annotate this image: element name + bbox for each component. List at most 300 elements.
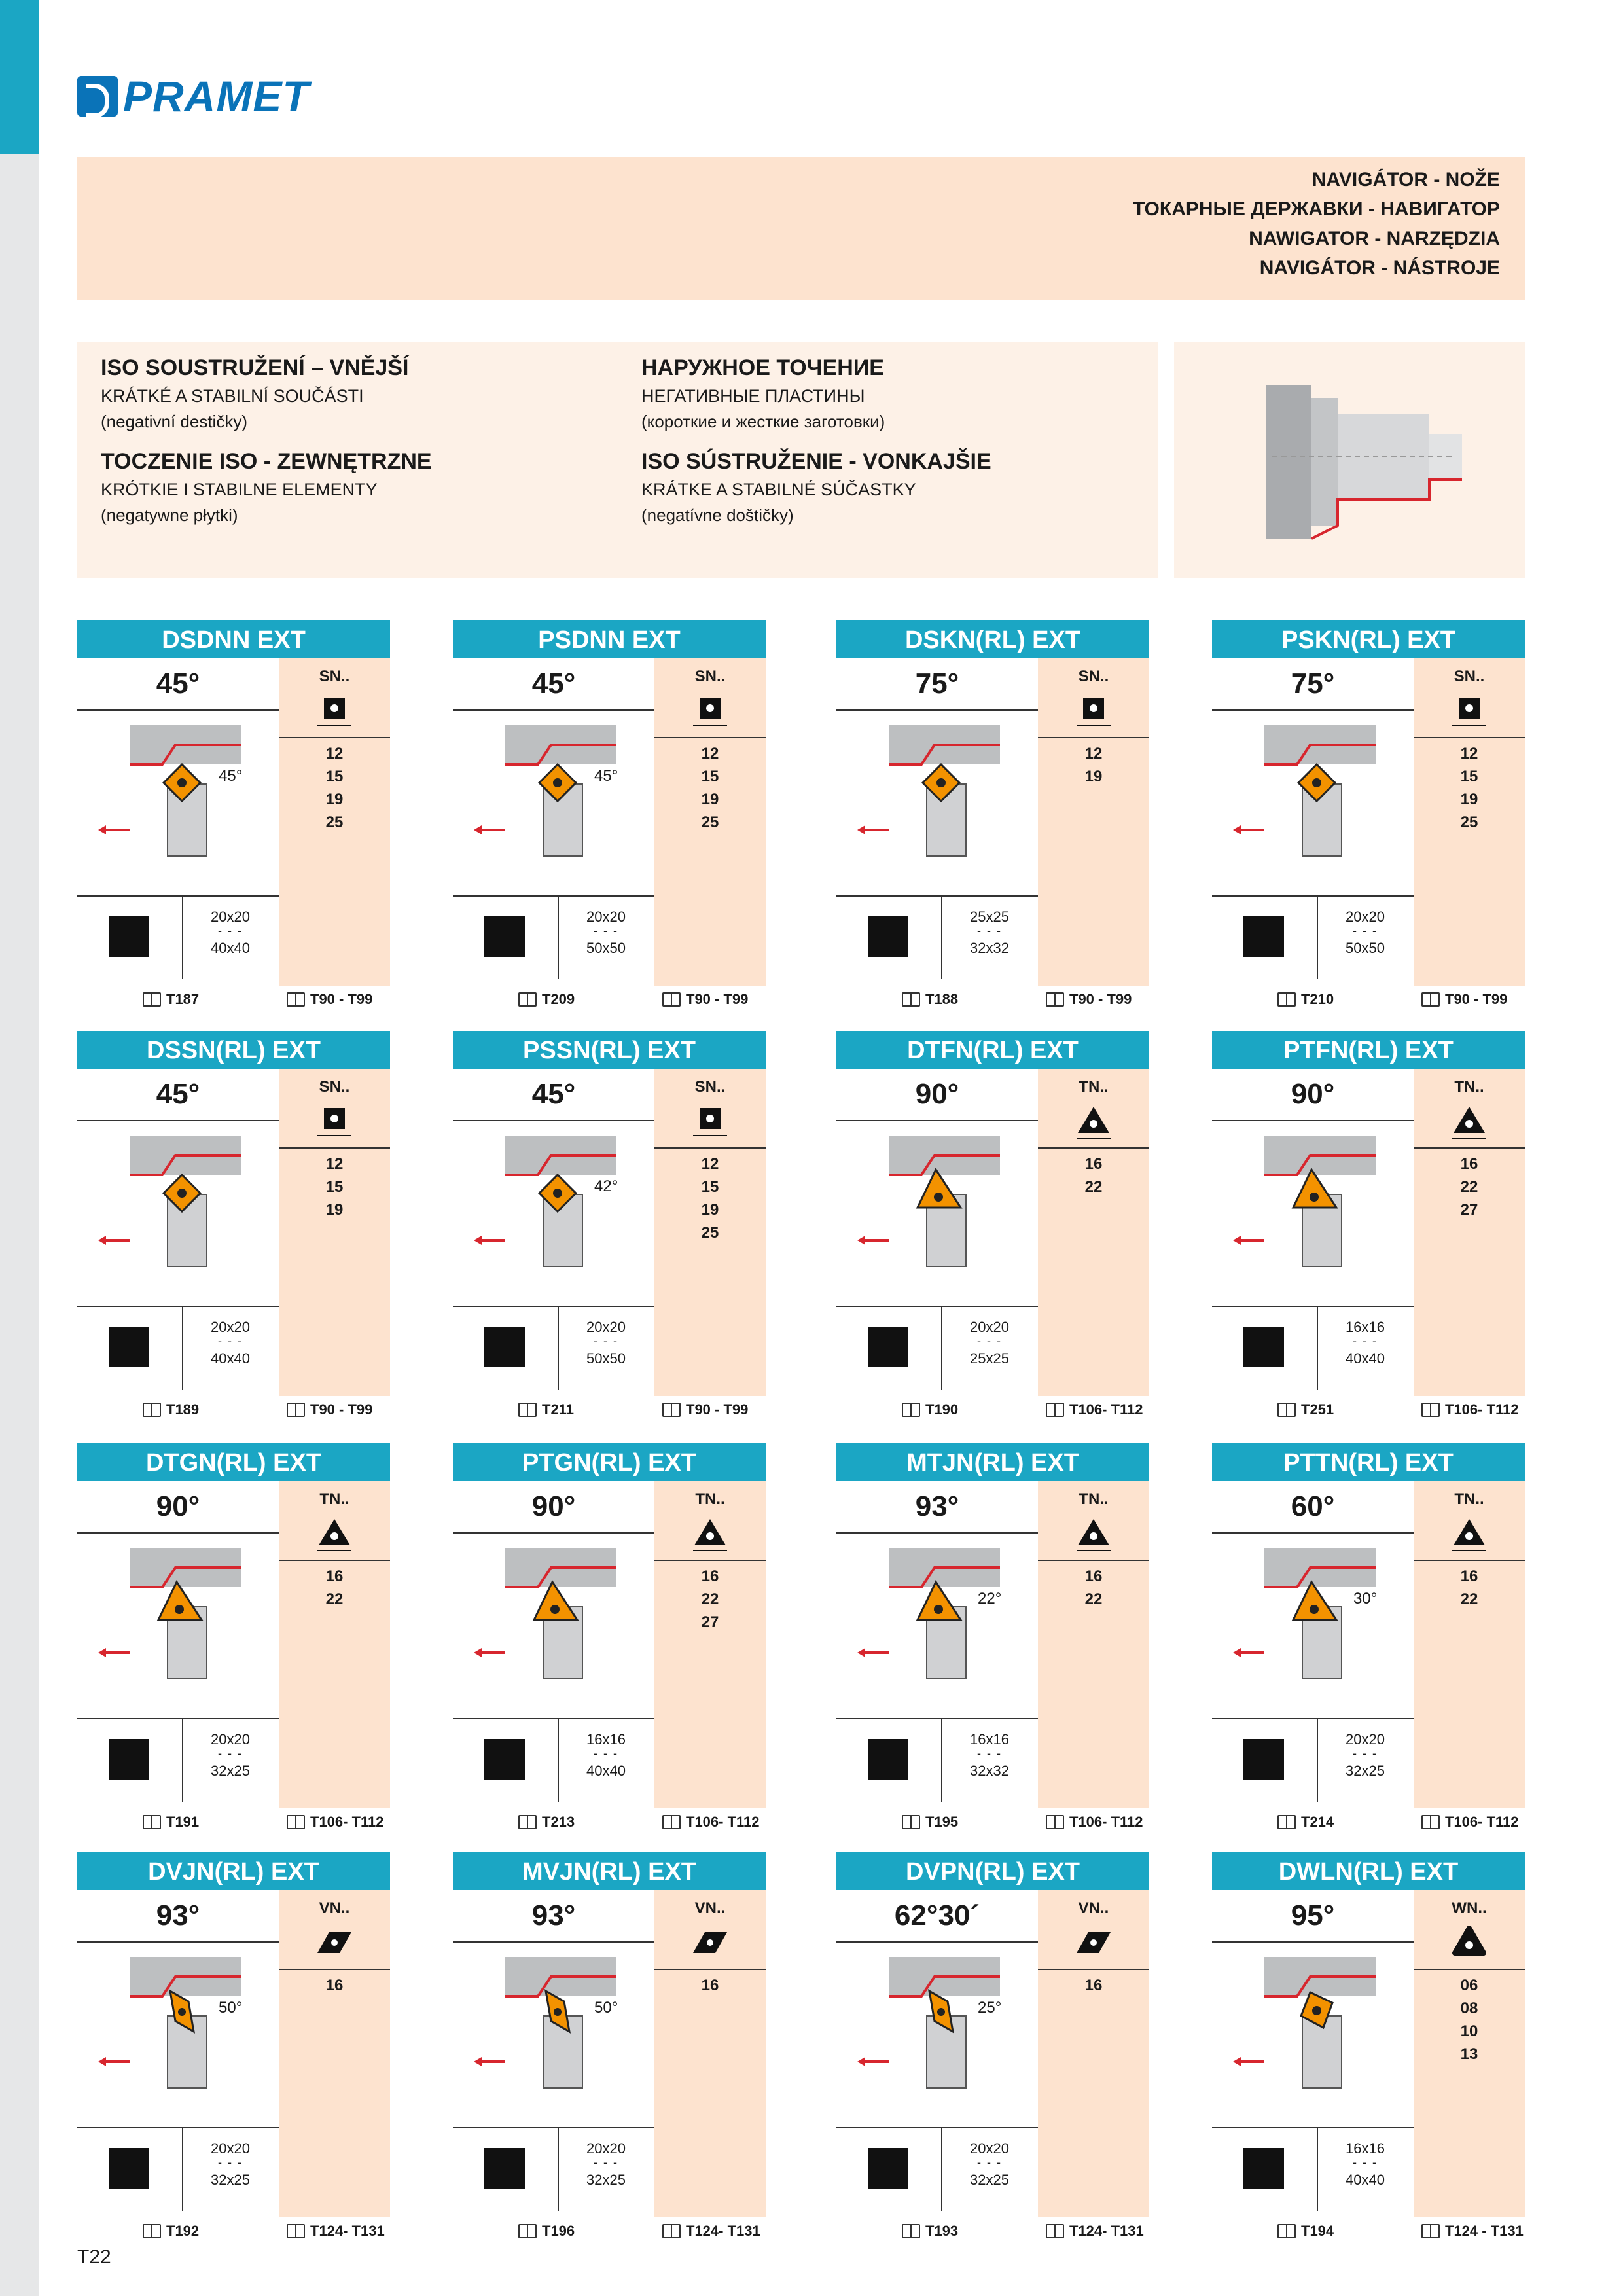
divider — [1038, 1147, 1149, 1149]
book-icon — [1277, 2224, 1296, 2238]
divider — [1212, 2127, 1414, 2128]
shank-size-separator: - - - — [594, 924, 618, 937]
cutting-angle-label: 30° — [1353, 1590, 1378, 1607]
insert-shape-icon — [315, 691, 354, 730]
insert-ref-link[interactable] — [662, 1399, 748, 1421]
book-icon — [1046, 1403, 1064, 1417]
shank-section-icon — [1243, 916, 1284, 957]
insert-size: 22 — [1084, 1590, 1103, 1608]
book-icon — [1421, 992, 1440, 1007]
insert-ref-text: T106- T112 — [1445, 1401, 1519, 1418]
divider — [836, 1941, 1038, 1943]
insert-shape-icon — [690, 1514, 730, 1553]
insert-ref-link[interactable] — [287, 1399, 372, 1421]
insert-panel — [279, 1069, 390, 1396]
insert-size: 12 — [701, 1155, 719, 1173]
book-icon — [1421, 1815, 1440, 1829]
shank-size-max: 32x25 — [970, 2172, 1009, 2188]
insert-ref-link[interactable] — [662, 988, 748, 1011]
tool-title: PTFN(RL) EXT — [1212, 1031, 1525, 1069]
shank-size-separator: - - - — [594, 1335, 618, 1348]
shank-size-max: 32x25 — [586, 2172, 626, 2188]
intro-panel — [77, 342, 1158, 578]
insert-type: SN.. — [319, 1078, 350, 1096]
header-banner — [77, 157, 1525, 300]
approach-angle: 90° — [156, 1490, 200, 1522]
approach-angle: 93° — [156, 1899, 200, 1931]
insert-ref-link[interactable] — [1421, 988, 1507, 1011]
insert-shape-icon — [315, 1514, 354, 1553]
cutting-angle-label: 42° — [594, 1177, 618, 1195]
insert-ref-link[interactable] — [1046, 1399, 1143, 1421]
divider — [654, 1969, 766, 1970]
book-icon — [143, 2224, 161, 2238]
divider — [453, 895, 654, 897]
catalog-ref-link[interactable] — [1277, 1811, 1334, 1833]
divider — [1038, 1969, 1149, 1970]
catalog-ref-link[interactable] — [518, 988, 575, 1011]
divider — [279, 1969, 390, 1970]
divider — [836, 1532, 1038, 1534]
insert-size: 15 — [701, 1178, 719, 1196]
insert-ref-link[interactable] — [1046, 2220, 1144, 2242]
divider — [453, 1120, 654, 1121]
insert-size: 22 — [1084, 1178, 1103, 1196]
catalog-ref-text: T187 — [166, 991, 200, 1007]
shank-size-max: 32x25 — [211, 2172, 250, 2188]
insert-size: 15 — [325, 1178, 344, 1196]
insert-panel — [1038, 1890, 1149, 2217]
divider — [279, 1560, 390, 1561]
catalog-ref-link[interactable] — [518, 1811, 575, 1833]
shank-size-max: 50x50 — [586, 940, 626, 956]
intro-heading: TOCZENIE ISO - ZEWNĘTRZNE — [101, 449, 432, 474]
book-icon — [902, 1815, 920, 1829]
toolholder-illustration — [466, 719, 649, 863]
toolholder-illustration — [466, 1541, 649, 1685]
catalog-ref-link[interactable] — [1277, 1399, 1334, 1421]
workpiece-icon — [1174, 342, 1525, 578]
approach-angle: 60° — [1291, 1490, 1335, 1522]
insert-size: 16 — [1460, 1155, 1478, 1173]
cutting-angle-label: 50° — [219, 1999, 243, 2017]
shank-size-separator: - - - — [594, 1747, 618, 1760]
toolholder-illustration — [1225, 719, 1408, 863]
tool-card — [1212, 620, 1525, 1014]
insert-type: TN.. — [695, 1490, 725, 1508]
toolholder-illustration — [90, 1129, 274, 1273]
catalog-ref-link[interactable] — [143, 988, 199, 1011]
intro-heading: ISO SÚSTRUŽENIE - VONKAJŠIE — [641, 449, 991, 474]
insert-sizes — [654, 1153, 766, 1244]
divider — [453, 1718, 654, 1719]
shank-size-max: 32x25 — [1346, 1763, 1385, 1779]
toolholder-illustration — [466, 1129, 649, 1273]
shank-size-min: 16x16 — [970, 1731, 1009, 1748]
insert-ref-text: T124- T131 — [1069, 2223, 1144, 2239]
insert-shape-icon — [690, 691, 730, 730]
insert-type: TN.. — [1079, 1490, 1109, 1508]
book-icon — [662, 2224, 681, 2238]
insert-ref-link[interactable] — [1046, 988, 1132, 1011]
tool-card — [1212, 1443, 1525, 1837]
insert-panel — [1414, 1890, 1525, 2217]
insert-panel — [279, 1481, 390, 1808]
shank-size-separator: - - - — [1353, 2156, 1378, 2169]
tool-card — [1212, 1852, 1525, 2246]
insert-panel — [1414, 1069, 1525, 1396]
catalog-ref-text: T195 — [925, 1814, 959, 1830]
divider — [1414, 737, 1525, 738]
catalog-ref-link[interactable] — [143, 1399, 199, 1421]
catalog-ref-link[interactable] — [143, 2220, 199, 2242]
insert-sizes — [654, 742, 766, 834]
insert-sizes — [279, 1565, 390, 1611]
insert-size: 12 — [325, 1155, 344, 1173]
shank-section-icon — [484, 916, 525, 957]
catalog-ref-link[interactable] — [1277, 2220, 1334, 2242]
book-icon — [143, 992, 161, 1007]
tool-title: PSKN(RL) EXT — [1212, 620, 1525, 658]
insert-size: 25 — [325, 814, 344, 831]
divider — [1414, 1969, 1525, 1970]
catalog-ref-link[interactable] — [518, 1399, 574, 1421]
insert-ref-text: T124- T131 — [310, 2223, 385, 2239]
catalog-ref-text: T188 — [925, 991, 959, 1007]
catalog-ref-text: T211 — [542, 1401, 574, 1418]
insert-type: VN.. — [694, 1899, 726, 1917]
approach-angle: 45° — [531, 1078, 576, 1110]
intro-sub: KRÓTKIE I STABILNE ELEMENTY — [101, 480, 378, 499]
insert-size: 19 — [701, 1201, 719, 1219]
shank-size-max: 40x40 — [1346, 2172, 1385, 2188]
shank-size-separator: - - - — [977, 1747, 1002, 1760]
tool-title: DVPN(RL) EXT — [836, 1852, 1149, 1890]
divider — [279, 1147, 390, 1149]
catalog-ref-text: T210 — [1301, 991, 1334, 1007]
insert-ref-text: T90 - T99 — [310, 1401, 373, 1418]
book-icon — [143, 1815, 161, 1829]
insert-type: SN.. — [1454, 668, 1485, 685]
insert-ref-link[interactable] — [287, 2220, 385, 2242]
catalog-ref-link[interactable] — [902, 988, 958, 1011]
shank-size-min: 20x20 — [211, 1731, 250, 1748]
divider — [836, 1718, 1038, 1719]
divider — [453, 2127, 654, 2128]
catalog-ref-link[interactable] — [143, 1811, 199, 1833]
cutting-angle-label: 22° — [978, 1590, 1002, 1607]
tool-card — [453, 620, 766, 1014]
divider — [453, 1941, 654, 1943]
insert-shape-icon — [1450, 691, 1489, 730]
insert-ref-text: T90 - T99 — [686, 991, 749, 1007]
approach-angle: 62°30´ — [894, 1899, 980, 1931]
book-icon — [902, 1403, 920, 1417]
tool-title: PSDNN EXT — [453, 620, 766, 658]
brand-name: PRAMET — [123, 72, 310, 120]
toolholder-illustration — [849, 719, 1033, 863]
insert-sizes — [1414, 742, 1525, 834]
approach-angle: 75° — [1291, 668, 1335, 700]
insert-sizes — [1038, 1153, 1149, 1198]
insert-ref-link[interactable] — [287, 1811, 384, 1833]
insert-ref-text: T90 - T99 — [1445, 991, 1508, 1007]
intro-sub: KRÁTKE A STABILNÉ SÚČASTKY — [641, 480, 916, 499]
header-line: NAWIGATOR - NARZĘDZIA — [1249, 228, 1500, 249]
shank-size-min: 20x20 — [586, 2140, 626, 2157]
shank-size-min: 16x16 — [1346, 2140, 1385, 2157]
shank-section-icon — [484, 1739, 525, 1780]
shank-size-min: 20x20 — [211, 1319, 250, 1335]
catalog-ref-link[interactable] — [902, 1399, 958, 1421]
insert-type: TN.. — [1454, 1490, 1484, 1508]
catalog-ref-link[interactable] — [902, 2220, 958, 2242]
book-icon — [1046, 2224, 1064, 2238]
book-icon — [1277, 1403, 1296, 1417]
tool-title: DTFN(RL) EXT — [836, 1031, 1149, 1069]
insert-shape-icon — [1450, 1102, 1489, 1141]
shank-size-max: 40x40 — [586, 1763, 626, 1779]
shank-size-max: 40x40 — [211, 940, 250, 956]
insert-type: SN.. — [1078, 668, 1109, 685]
insert-ref-text: T106- T112 — [1069, 1814, 1143, 1830]
insert-shape-icon — [1074, 1514, 1113, 1553]
insert-size: 16 — [325, 1977, 344, 1994]
shank-section-icon — [484, 1327, 525, 1367]
insert-sizes — [654, 1565, 766, 1634]
approach-angle: 45° — [156, 1078, 200, 1110]
shank-size-min: 20x20 — [1346, 1731, 1385, 1748]
toolholder-illustration — [849, 1541, 1033, 1685]
catalog-ref-text: T191 — [166, 1814, 200, 1830]
shank-size-min: 20x20 — [586, 1319, 626, 1335]
book-icon — [287, 992, 305, 1007]
divider — [836, 1120, 1038, 1121]
insert-size: 16 — [701, 1977, 719, 1994]
shank-size-separator: - - - — [218, 2156, 243, 2169]
intro-note: (negativní destičky) — [101, 412, 247, 431]
intro-heading: ISO SOUSTRUŽENÍ – VNĚJŠÍ — [101, 355, 409, 380]
insert-ref-text: T106- T112 — [1445, 1814, 1519, 1830]
shank-section-icon — [868, 1327, 908, 1367]
divider — [453, 709, 654, 711]
insert-type: TN.. — [1454, 1078, 1484, 1096]
toolholder-illustration — [1225, 1541, 1408, 1685]
insert-size: 08 — [1460, 2000, 1478, 2017]
header-line: NAVIGÁTOR - NOŽE — [1311, 169, 1500, 190]
insert-panel — [654, 1069, 766, 1396]
insert-size: 25 — [1460, 814, 1478, 831]
shank-section-icon — [109, 1327, 149, 1367]
book-icon — [518, 2224, 537, 2238]
divider — [654, 737, 766, 738]
divider — [654, 1560, 766, 1561]
book-icon — [287, 1815, 305, 1829]
insert-ref-link[interactable] — [1421, 1811, 1519, 1833]
shank-size-separator: - - - — [1353, 1335, 1378, 1348]
insert-panel — [654, 1890, 766, 2217]
divider — [1212, 1941, 1414, 1943]
approach-angle: 93° — [915, 1490, 959, 1522]
cutting-angle-label: 50° — [594, 1999, 618, 2017]
divider — [77, 1120, 279, 1121]
header-line: NAVIGÁTOR - NÁSTROJE — [1259, 257, 1500, 279]
catalog-ref-text: T214 — [1301, 1814, 1334, 1830]
insert-ref-text: T90 - T99 — [310, 991, 373, 1007]
insert-size: 12 — [701, 745, 719, 762]
insert-ref-link[interactable] — [662, 2220, 760, 2242]
divider — [77, 2127, 279, 2128]
divider — [654, 1147, 766, 1149]
insert-shape-icon — [1450, 1923, 1489, 1962]
shank-size-max: 40x40 — [1346, 1350, 1385, 1367]
catalog-ref-text: T190 — [925, 1401, 959, 1418]
insert-ref-text: T90 - T99 — [686, 1401, 749, 1418]
side-tab-active — [0, 0, 39, 154]
insert-sizes — [1414, 1153, 1525, 1221]
shank-section-icon — [109, 916, 149, 957]
insert-panel — [654, 658, 766, 986]
catalog-ref-text: T192 — [166, 2223, 200, 2239]
shank-size-min: 20x20 — [211, 2140, 250, 2157]
tool-title: PSSN(RL) EXT — [453, 1031, 766, 1069]
shank-section-icon — [109, 2148, 149, 2189]
tool-title: DSDNN EXT — [77, 620, 390, 658]
insert-ref-link[interactable] — [1046, 1811, 1143, 1833]
insert-ref-link[interactable] — [1421, 2220, 1524, 2242]
divider — [77, 1532, 279, 1534]
book-icon — [287, 1403, 305, 1417]
catalog-ref-text: T196 — [542, 2223, 575, 2239]
catalog-ref-link[interactable] — [902, 1811, 958, 1833]
shank-size-min: 16x16 — [586, 1731, 626, 1748]
catalog-ref-link[interactable] — [518, 2220, 575, 2242]
divider — [453, 1532, 654, 1534]
approach-angle: 90° — [1291, 1078, 1335, 1110]
book-icon — [662, 1815, 681, 1829]
tool-title: DWLN(RL) EXT — [1212, 1852, 1525, 1890]
intro-note: (negatywne płytki) — [101, 505, 238, 525]
insert-type: WN.. — [1452, 1899, 1487, 1917]
divider — [77, 895, 279, 897]
book-icon — [662, 992, 681, 1007]
shank-size-min: 25x25 — [970, 908, 1009, 925]
tool-card — [453, 1031, 766, 1425]
book-icon — [662, 1403, 681, 1417]
shank-size-min: 20x20 — [211, 908, 250, 925]
insert-size: 25 — [701, 814, 719, 831]
tool-card — [836, 1443, 1149, 1837]
insert-type: TN.. — [319, 1490, 349, 1508]
toolholder-illustration — [1225, 1950, 1408, 2094]
insert-type: SN.. — [694, 668, 726, 685]
tool-title: MTJN(RL) EXT — [836, 1443, 1149, 1481]
insert-type: VN.. — [319, 1899, 350, 1917]
book-icon — [287, 2224, 305, 2238]
shank-size-min: 20x20 — [1346, 908, 1385, 925]
shank-size-separator: - - - — [1353, 1747, 1378, 1760]
approach-angle: 93° — [531, 1899, 576, 1931]
divider — [77, 709, 279, 711]
insert-size: 22 — [1460, 1178, 1478, 1196]
shank-size-separator: - - - — [218, 924, 243, 937]
catalog-ref-text: T251 — [1301, 1401, 1334, 1418]
shank-size-separator: - - - — [977, 2156, 1002, 2169]
catalog-ref-link[interactable] — [1277, 988, 1334, 1011]
insert-shape-icon — [315, 1923, 354, 1962]
divider — [1414, 1560, 1525, 1561]
book-icon — [518, 1815, 537, 1829]
insert-shape-icon — [315, 1102, 354, 1141]
catalog-ref-text: T209 — [542, 991, 575, 1007]
cutting-angle-label: 45° — [219, 767, 243, 785]
insert-panel — [279, 658, 390, 986]
tool-card — [836, 620, 1149, 1014]
toolholder-illustration — [90, 719, 274, 863]
insert-panel — [279, 1890, 390, 2217]
shank-size-min: 20x20 — [970, 1319, 1009, 1335]
shank-section-icon — [109, 1739, 149, 1780]
toolholder-illustration — [849, 1129, 1033, 1273]
approach-angle: 45° — [531, 668, 576, 700]
intro-note: (negatívne doštičky) — [641, 505, 794, 525]
insert-sizes — [1038, 1565, 1149, 1611]
insert-size: 15 — [325, 768, 344, 785]
tool-card — [77, 1031, 390, 1425]
page-number: T22 — [77, 2246, 111, 2268]
insert-ref-text: T90 - T99 — [1069, 991, 1132, 1007]
insert-panel — [1038, 1481, 1149, 1808]
insert-size: 12 — [325, 745, 344, 762]
divider — [77, 1718, 279, 1719]
cutting-angle-label: 25° — [978, 1999, 1002, 2017]
insert-sizes — [1414, 1565, 1525, 1611]
insert-ref-text: T124- T131 — [686, 2223, 760, 2239]
approach-angle: 90° — [915, 1078, 959, 1110]
tool-card — [453, 1443, 766, 1837]
insert-size: 13 — [1460, 2045, 1478, 2063]
insert-panel — [1414, 1481, 1525, 1808]
book-icon — [1277, 1815, 1296, 1829]
insert-size: 27 — [1460, 1201, 1478, 1219]
tool-title: DVJN(RL) EXT — [77, 1852, 390, 1890]
insert-size: 12 — [1084, 745, 1103, 762]
insert-size: 16 — [1084, 1977, 1103, 1994]
insert-size: 16 — [1084, 1568, 1103, 1585]
book-icon — [1046, 992, 1064, 1007]
book-icon — [1277, 992, 1296, 1007]
divider — [1212, 1120, 1414, 1121]
book-icon — [1421, 1403, 1440, 1417]
tool-card — [453, 1852, 766, 2246]
book-icon — [1421, 2224, 1440, 2238]
approach-angle: 75° — [915, 668, 959, 700]
insert-shape-icon — [1450, 1514, 1489, 1553]
insert-ref-link[interactable] — [287, 988, 372, 1011]
intro-col-right — [641, 355, 991, 543]
insert-panel — [1038, 1069, 1149, 1396]
divider — [1414, 1147, 1525, 1149]
shank-size-min: 20x20 — [970, 2140, 1009, 2157]
shank-section-icon — [1243, 2148, 1284, 2189]
insert-size: 12 — [1460, 745, 1478, 762]
intro-col-left — [101, 355, 432, 543]
insert-ref-link[interactable] — [1421, 1399, 1519, 1421]
insert-ref-link[interactable] — [662, 1811, 760, 1833]
divider — [836, 1306, 1038, 1307]
insert-panel — [1414, 658, 1525, 986]
insert-sizes — [279, 1153, 390, 1221]
